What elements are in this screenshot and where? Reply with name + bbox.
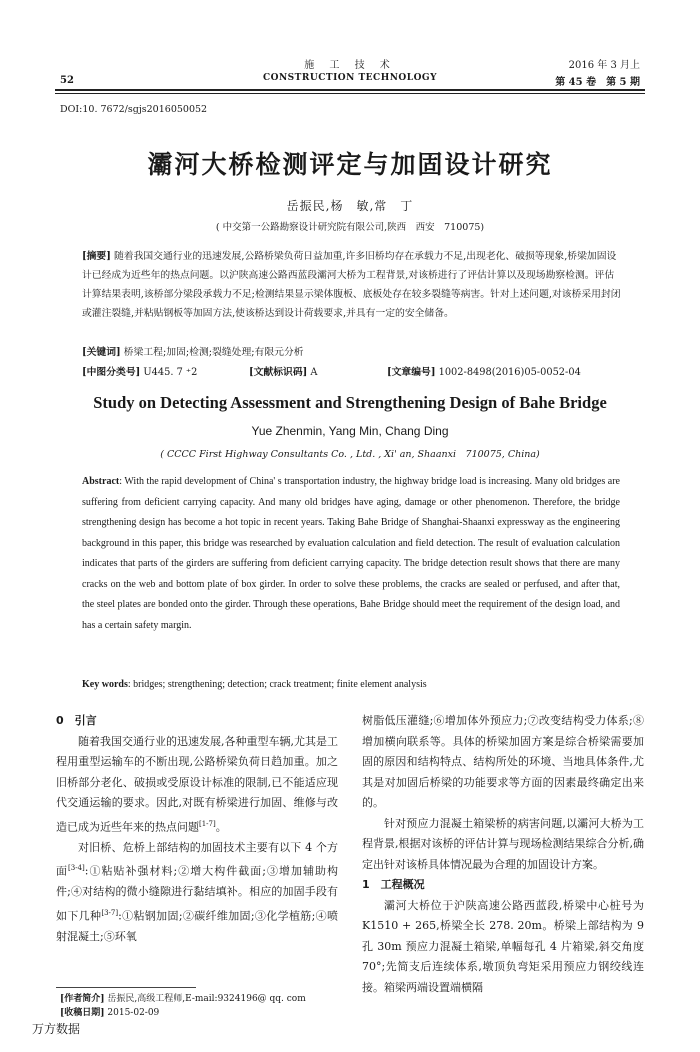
title-cn: 灞河大桥检测评定与加固设计研究	[147, 150, 553, 179]
article-label: [文章编号]	[387, 367, 436, 378]
intro-p1-text: 随着我国交通行业的迅速发展,各种重型车辆,尤其是工程用重型运输车的不断出现,公路桥梁负荷日趋加重。加之旧桥部分老化、破损或受原设计标准的限制,已不能适应现代交通运输的要求。因此,对既有桥梁进行加固、维修与改造已成为近些年来的热点问题	[56, 734, 338, 834]
doc-code-label: [文献标识码]	[249, 367, 308, 378]
abstract-cn	[82, 247, 622, 323]
footnote-rule	[56, 987, 196, 988]
section-1-heading: 1 工程概况	[362, 878, 425, 891]
page-number: 52	[60, 75, 74, 86]
article-value: 1002-8498(2016)05-0052-04	[435, 367, 581, 378]
received-date-label: [收稿日期]	[60, 1008, 105, 1018]
keywords-cn-label: [关键词]	[82, 347, 121, 358]
volume-issue: 第 45 卷 第 5 期	[555, 77, 640, 88]
abstract-cn-label: [摘要]	[82, 251, 111, 262]
clc-number	[82, 364, 197, 378]
author-bio-label: [作者简介]	[60, 994, 105, 1004]
intro-paragraph-3: 针对预应力混凝土箱梁桥的病害问题,以灞河大桥为工程背景,根据对该桥的评估计算与现场检测结果综合分析,确定出针对该桥具体情况最为合理的加固设计方案。	[362, 816, 644, 871]
doc-code-value: A	[307, 367, 318, 378]
intro-p1-end: 。	[215, 820, 227, 834]
received-date-text: 2015-02-09	[104, 1008, 160, 1018]
abstract-en	[82, 472, 620, 636]
intro-p2-b: :①粘贴补强材料;②增大构件截面;③增加辅助构件;④对结构的微小缝隙进行黏结填补。相应的加固手段有如下几种	[56, 864, 339, 923]
header-rule-thick	[55, 89, 645, 91]
authors-en: Yue Zhenmin, Yang Min, Chang Ding	[251, 424, 449, 438]
clc-value: U445. 7 ⁺2	[140, 367, 198, 378]
received-date	[60, 1006, 306, 1020]
citation-1-7: [1-7]	[199, 819, 216, 828]
header-rule-thin	[55, 93, 645, 94]
abstract-cn-text: 随着我国交通行业的迅速发展,公路桥梁负荷日益加重,许多旧桥均存在承载力不足,出现老化、破损等现象,桥梁加固设计已经成为近些年的热点问题。以沪陕高速公路西蓝段灞河大桥为工程背景,对该桥进行了评估计算以及现场勘察检测。评估计算结果表明,该桥部分梁段承载力不足;检测结果显示梁体腹板、底板处存在较多裂缝等病害。针对上述问题,对该桥采用封闭或灌注裂缝,并粘贴钢板等加固方法,使该桥达到设计荷载要求,并具有一定的安全储备。	[82, 251, 621, 319]
keywords-en-text: : bridges; strengthening; detection; crack treatment; finite element analysis	[127, 679, 427, 690]
keywords-en-label: Key words	[82, 679, 128, 690]
citation-3-7: [3-7]	[101, 908, 119, 917]
doc-code	[249, 364, 317, 378]
citation-3-4: [3-4]	[68, 864, 85, 873]
intro-p2-a: 对旧桥、危桥上部结构的加固技术主要有以下 4 个方面	[56, 840, 338, 878]
intro-paragraph-2-cont: 树脂低压灌缝;⑥增加体外预应力;⑦改变结构受力体系;⑧增加横向联系等。具体的桥梁加固方案是综合桥梁需要加固的原因和结构特点、结构所处的环境、当地具体条件,尤其是对加固后桥梁的功能要求等方面的因素最终确定出来的。	[362, 714, 644, 809]
clc-label: [中图分类号]	[82, 367, 141, 378]
title-en: Study on Detecting Assessment and Strengthening Design of Bahe Bridge	[93, 393, 607, 412]
author-bio	[60, 992, 306, 1006]
overview-paragraph: 灞河大桥位于沪陕高速公路西蓝段,桥梁中心桩号为 K1510 + 265,桥梁全长 278. 20m。桥梁上部结构为 9 孔 30m 预应力混凝土箱梁,单幅每孔 4 片箱梁,斜交角度 70°;先简支后连续体系,墩顶负弯矩采用预应力钢绞线连接。箱梁两端设置端横隔	[362, 898, 644, 994]
keywords-cn-text: 桥梁工程;加固;检测;裂缝处理;有限元分析	[120, 347, 304, 358]
article-number	[387, 364, 581, 378]
affiliation-cn: ( 中交第一公路勘察设计研究院有限公司,陕西 西安 710075)	[215, 222, 485, 233]
doi: DOI:10. 7672/sgjs2016050052	[60, 104, 208, 115]
keywords-en	[82, 679, 622, 690]
body-right-column	[362, 711, 644, 998]
journal-name-cn: 施 工 技 术	[304, 60, 396, 71]
abstract-en-label: Abstract	[82, 476, 120, 487]
authors-cn: 岳振民,杨 敏,常 丁	[286, 199, 414, 213]
body-left-column	[56, 711, 338, 947]
intro-paragraph-2	[56, 838, 338, 948]
issue-date: 2016 年 3 月上	[568, 60, 640, 71]
abstract-en-text: : With the rapid development of China' s transportation industry, the highway bridge load is increasing. Many old bridges are suffering from deficient carrying capacity. And many old bridges have aging, damage or other phenomenon. Therefore, the bridge strengthening design has become a hot topic in recent years. Taking Bahe Bridge of Shanghai-Shaanxi expressway as the engineering background in this paper, this bridge was researched by evaluation calculation and field detection. The result of evaluation calculation indicates that parts of the girders are suffering from deficient carrying capacity. The bridge detection result shows that there are many cracks on the web and bottom plate of box girder. In order to solve these problems, the cracks are sealed or perfused, and after that, the steel plates are bonded onto the girder. Through these operations, Bahe Bridge should meet the requirement of the design load, and has a certain safety margin.	[82, 476, 620, 631]
wanfang-watermark: 万方数据	[32, 1022, 81, 1036]
keywords-cn	[82, 344, 622, 358]
intro-paragraph-1	[56, 732, 338, 838]
section-0-heading: 0 引言	[56, 714, 97, 727]
footnote	[60, 992, 306, 1020]
affiliation-en: ( CCCC First Highway Consultants Co. , Ltd. , Xi' an, Shaanxi 710075, China)	[160, 449, 540, 460]
journal-name-en: CONSTRUCTION TECHNOLOGY	[262, 73, 438, 83]
intro-p2-c: :①粘钢加固;②碳纤维加固;③化学植筋;④喷射混凝土;⑤环氧	[56, 909, 339, 943]
author-bio-text: 岳振民,高级工程师,E-mail:9324196@ qq. com	[104, 994, 306, 1004]
